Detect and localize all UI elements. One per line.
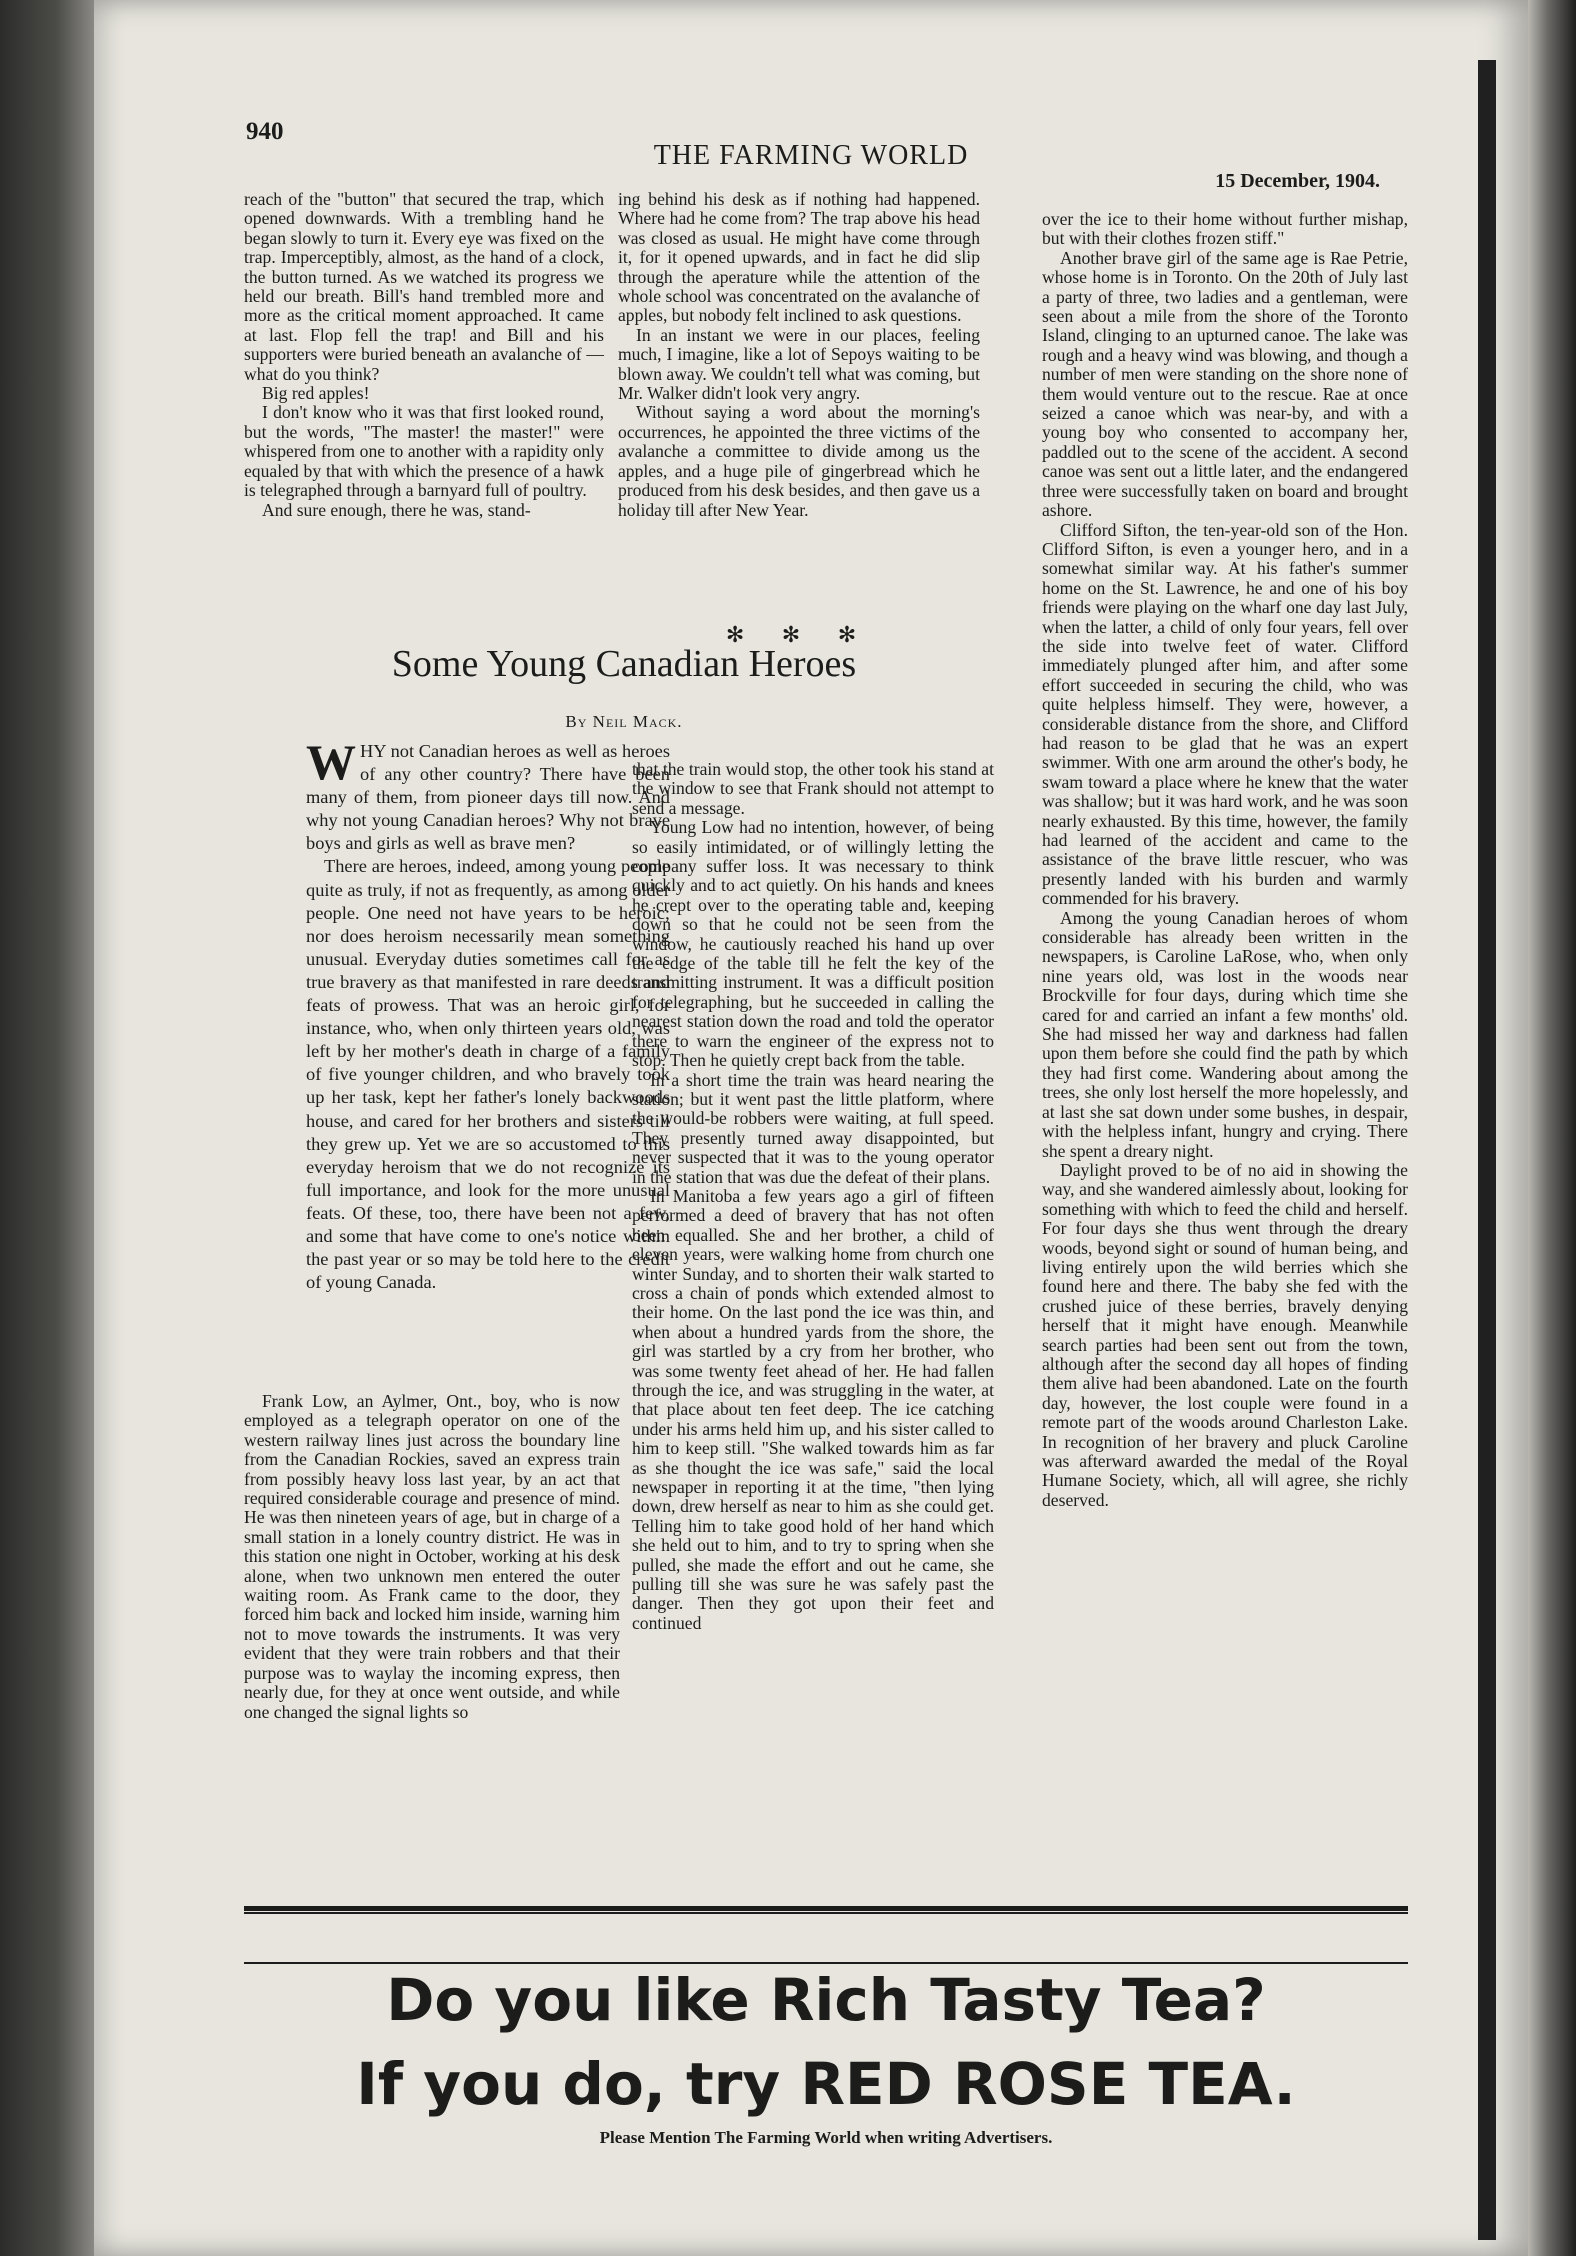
paragraph: over the ice to their home without further mishap, but with their clothes frozen stiff." <box>1042 209 1408 249</box>
paragraph: Frank Low, an Aylmer, Ont., boy, who is now employed as a telegraph operator on one of the western railway lines just across the boundary line from the Canadian Rockies, saved an express train from possibly heavy loss last year, by an act that required considerable courage and presence of mind. He was then nineteen years of age, but in charge of a small station in a lonely country district. He was in this station one night in October, working at his desk alone, when two unknown men entered the outer waiting room. As Frank came to the door, they forced him back and locked him inside, warning him not to move towards the instruments. It was very evident that they were train robbers and that their purpose was to waylay the incoming express, then nearly due, for they at once went outside, and while one changed the signal lights so <box>244 1391 620 1722</box>
article-column-1-continued <box>244 1392 620 1722</box>
story-end-column-2 <box>618 190 980 520</box>
paragraph: I don't know who it was that first looked round, but the words, "The master! the master!" were whispered from one to another with a rapidity only equaled by that with which the presence of a hawk is telegraphed through a barnyard full of poultry. <box>244 402 604 501</box>
paragraph: In an instant we were in our places, feeling much, I imagine, like a lot of Sepoys waiting to be blown away. We couldn't tell what was coming, but Mr. Walker didn't look very angry. <box>618 324 980 404</box>
paragraph: reach of the "button" that secured the trap, which opened downwards. With a trembling hand he began slowly to turn it. Every eye was fixed on the trap. Imperceptibly, almost, as the hand of a clock, the button turned. As we watched its progress we held our breath. Bill's hand trembled more and more as the critical moment approached. It came at last. Flop fell the trap! and Bill and his supporters were buried beneath an avalanche of —what do you think? <box>244 189 604 384</box>
scan-edge-left <box>0 0 94 2256</box>
story-end-column-1 <box>244 190 604 520</box>
byline: By Neil Mack. <box>565 712 683 731</box>
article-column-1 <box>306 734 670 1294</box>
ad-tagline: If you do, try RED ROSE TEA. <box>356 2050 1296 2118</box>
drop-cap: W <box>306 734 356 790</box>
article-title: Some Young Canadian Heroes <box>391 643 857 685</box>
paragraph: And sure enough, there he was, stand- <box>262 499 531 520</box>
magazine-page <box>94 0 1528 2256</box>
paragraph: There are heroes, indeed, among young people quite as truly, if not as frequently, as among older people. One need not have years to be heroic; nor does heroism necessarily mean something unusual. Everyday duties sometimes call for as true bravery as that manifested in rare deeds and feats of prowess. That was an heroic girl, for instance, who, when only thirteen years old, was left by her mother's death in charge of a family of five younger children, and who bravely took up her task, kept her father's lonely backwoods house, and cared for her brothers and sisters till they grew up. Yet we are so accustomed to this everyday heroism that we do not recognize its full importance, and look for the more unusual feats. Of these, too, there have been not a few, and some that have come to one's notice within the past year or so may be told here to the credit of young Canada. <box>306 856 670 1293</box>
paragraph: that the train would stop, the other took his stand at the window to see that Frank should not attempt to send a message. <box>632 759 994 818</box>
ad-footer-note: Please Mention The Farming World when writing Advertisers. <box>599 2128 1053 2147</box>
paragraph: In a short time the train was heard nearing the station; but it went past the little platform, where the would-be robbers were waiting, at full speed. They presently turned away disappointed, but never suspected that it was to the young operator in the station that was due the defeat of their plans. <box>632 1069 994 1187</box>
paragraph <box>306 734 670 855</box>
article-column-3 <box>1042 210 1408 1510</box>
paragraph: Among the young Canadian heroes of whom considerable has already been written in the newspapers, is Caroline LaRose, who, when only nine years old, was lost in the woods near Brockville for four days, during which time she cared for and carried an infant a few months' old. She had missed her way and darkness had fallen upon them before she could find the path by which they had first come. Wandering about among the trees, she only lost herself the more hopelessly, and at last she sat down under some bushes, in despair, with the helpless infant, hungry and crying. There she spent a dreary night. <box>1042 907 1408 1161</box>
running-title: THE FARMING WORLD <box>653 140 969 171</box>
paragraph: Without saying a word about the morning's occurrences, he appointed the three victims of the avalanche a committee to divide among us the apples, and a huge pile of gingerbread which he produced from his desk besides, and then gave us a holiday till after New Year. <box>618 402 980 520</box>
page-number: 940 <box>246 118 284 145</box>
paragraph: Another brave girl of the same age is Rae Petrie, whose home is in Toronto. On the 20th of July last a party of three, two ladies and a gentleman, were seen about a mile from the shore of the Toronto Island, clinging to an upturned canoe. The lake was rough and a heavy wind was blowing, and though a number of men were standing on the shore none of them would venture out to the rescue. Rae at once seized a canoe which was near-by, and with a young boy who consented to accompany her, paddled out to the scene of the accident. A second canoe was sent out a little later, and the endangered three were successfully taken on board and brought ashore. <box>1042 247 1408 521</box>
ad-divider <box>244 1962 1408 1964</box>
paragraph: In Manitoba a few years ago a girl of fifteen performed a deed of bravery that has not often been equalled. She and her brother, a child of eleven years, were walking home from church one winter Sunday, and to shorten their walk started to cross a chain of ponds which extended almost to their home. On the last pond the ice was thin, and when about a hundred yards from the shore, the girl was startled by a cry from her brother, who was some twenty feet ahead of her. He had fallen through the ice, and was struggling in the water, at that place about ten feet deep. The ice catching under his arms held him up, and his sister called to him to keep still. "She walked towards him as far as she thought the ice was safe," said the local newspaper in reporting it at the time, "then lying down, drew herself as near to him as she could get. Telling him to take good hold of her hand which she held out to him, and to try to spring when she pulled, she made the effort and out he came, she pulling till she was sure he was safely past the danger. Then they got upon their feet and continued <box>632 1185 994 1633</box>
article-column-2 <box>632 760 994 1633</box>
scan-edge-right <box>1528 0 1576 2256</box>
paragraph: Clifford Sifton, the ten-year-old son of the Hon. Clifford Sifton, is even a younger hero, and in a somewhat similar way. At his father's summer home on the St. Lawrence, he and one of his boy friends were playing on the wharf one day last July, when the latter, a child of only four years, fell over the side into twelve feet of water. Clifford immediately plunged after him, and after some effort succeeded in securing the child, who was quite helpless himself. They were, however, a considerable distance from the shore, and Clifford had reason to be glad that he was an expert swimmer. With one arm around the other's body, he swam toward a place where he knew that the water was shallow; but it was hard work, and he was soon nearly exhausted. By this time, however, the family had learned of the accident and came to the assistance of the brave little rescuer, who was presently landed with his burden and warmly commended for his bravery. <box>1042 519 1408 909</box>
paragraph: ing behind his desk as if nothing had happened. Where had he come from? The trap above his head was closed as usual. He might have come through it, for it opened upwards, and in fact he did slip through the aperature while the attention of the whole school was concentrated on the avalanche of apples, but nobody felt inclined to ask questions. <box>618 189 980 326</box>
paragraph: Daylight proved to be of no aid in showing the way, and she wandered aimlessly about, looking for something with which to feed the child and herself. For four days she thus went through the dreary woods, beyond sight or sound of human being, and living entirely upon the wild berries which she found here and there. The baby she fed with the crushed juice of these berries, bravely denying herself that it might have enough. Meanwhile search parties had been sent out from the town, although after the second day all hopes of finding them alive had been abandoned. Late on the fourth day, however, the lost couple were found in a remote part of the woods around Charleston Lake. In recognition of her bravery and pluck Caroline was afterward awarded the medal of the Royal Humane Society, which, all will agree, she richly deserved. <box>1042 1159 1408 1510</box>
section-ornament: ✻ ✻ ✻ <box>725 622 873 647</box>
paragraph-text: HY not Canadian heroes as well as heroes of any other country? There have been many of them, from pioneer days till now. And why not young Canadian heroes? Why not brave boys and girls as well as brave men? <box>306 741 670 854</box>
ad-headline: Do you like Rich Tasty Tea? <box>386 1966 1266 2034</box>
binding-shadow <box>1478 60 1496 2240</box>
paragraph: Big red apples! <box>262 383 370 404</box>
ad-border-top-inner <box>244 1912 1408 1914</box>
paragraph: Young Low had no intention, however, of being so easily intimidated, or of willingly letting the company suffer loss. It was necessary to think quickly and to act quietly. On his hands and knees he crept over to the operating table and, keeping down so that he could not be seen from the window, he cautiously reached his hand up over the edge of the table till he felt the key of the transmitting instrument. It was a difficult position for telegraphing, but he succeeded in calling the nearest station down the road and told the operator there to warn the engineer of the express not to stop. Then he quietly crept back from the table. <box>632 817 994 1071</box>
issue-date: 15 December, 1904. <box>1215 170 1380 192</box>
ad-border-top <box>244 1906 1408 1911</box>
